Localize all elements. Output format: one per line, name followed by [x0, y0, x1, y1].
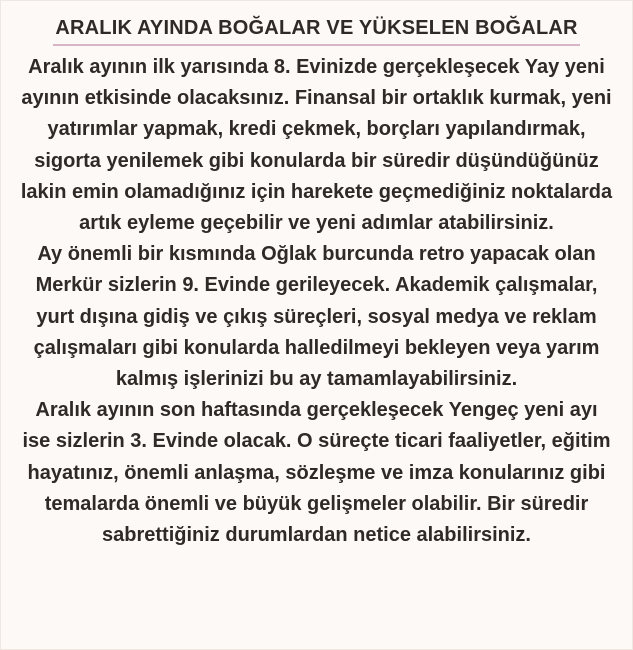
paragraph-yay-new-moon: Aralık ayının ilk yarısında 8. Evinizde gerçekleşecek Yay yeni ayının etkisinde olacaksınız. Finansal bir ortaklık kurmak, yeni yatırımlar yapmak, kredi çekmek, borçları yapılandırmak, sigorta yenilemek gibi konularda bir süredir düşündüğünüz lakin emin olamadığınız için harekete geçmediğiniz noktalarda artık eyleme geçebilir ve yeni adımlar atabilirsiniz.: [20, 56, 613, 235]
paragraph-merkur-retro: Ay önemli bir kısmında Oğlak burcunda retro yapacak olan Merkür sizlerin 9. Evinde gerileyecek. Akademik çalışmalar, yurt dışına gidiş ve çıkış süreçleri, sosyal medya ve reklam çalışmaları gibi konularda halledilmeyi bekleyen veya yarım kalmış işlerinizi bu ay tamamlayabilirsiniz.: [33, 243, 600, 391]
title-container: [1, 17, 632, 46]
document-title: ARALIK AYINDA BOĞALAR VE YÜKSELEN BOĞALAR: [53, 17, 579, 46]
paragraph-yengec-new-moon: Aralık ayının son haftasında gerçekleşecek Yengeç yeni ayı ise sizlerin 3. Evinde olacak. O süreçte ticari faaliyetler, eğitim hayatınız, önemli anlaşma, sözleşme ve imza konularınız gibi temalarda önemli ve büyük gelişmeler olabilir. Bir süredir sabrettiğiniz durumlardan netice alabilirsiniz.: [22, 399, 611, 547]
document-body: [19, 52, 614, 551]
